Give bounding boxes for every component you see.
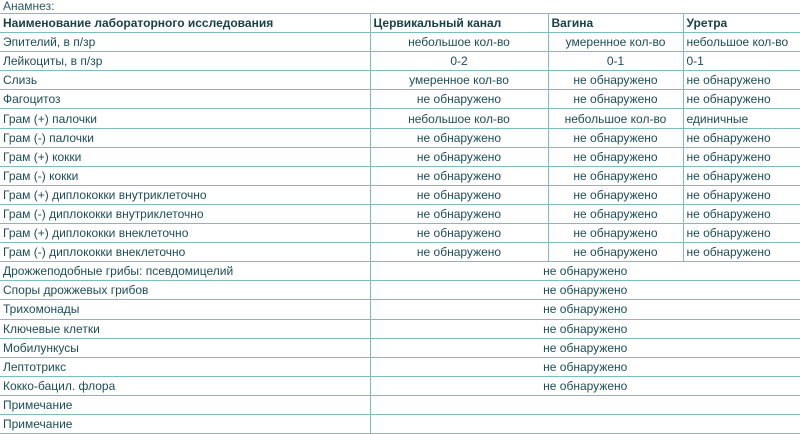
test-name: Грам (-) диплококки внеклеточно bbox=[0, 243, 370, 262]
combined-value: не обнаружено bbox=[370, 338, 800, 357]
anamnesis-caption: Анамнез: bbox=[3, 0, 55, 13]
combined-value: не обнаружено bbox=[370, 357, 800, 376]
table-row bbox=[0, 395, 800, 414]
cervical-canal-value: небольшое кол-во bbox=[370, 33, 548, 52]
test-name: Лейкоциты, в п/зр bbox=[0, 52, 370, 71]
table-row bbox=[0, 166, 800, 185]
table-row bbox=[0, 33, 800, 52]
cervical-canal-value: небольшое кол-во bbox=[370, 109, 548, 128]
table-row bbox=[0, 338, 800, 357]
cervical-canal-value: не обнаружено bbox=[370, 185, 548, 204]
test-name: Грам (-) палочки bbox=[0, 128, 370, 147]
combined-value: не обнаружено bbox=[370, 300, 800, 319]
header-test-name: Наименование лабораторного исследования bbox=[0, 14, 370, 33]
vagina-value: 0-1 bbox=[548, 52, 683, 71]
vagina-value: небольшое кол-во bbox=[548, 109, 683, 128]
test-name: Кокко-бацил. флора bbox=[0, 376, 370, 395]
cervical-canal-value: 0-2 bbox=[370, 52, 548, 71]
table-row bbox=[0, 262, 800, 281]
combined-value: не обнаружено bbox=[370, 319, 800, 338]
urethra-value: 0-1 bbox=[683, 52, 800, 71]
table-row bbox=[0, 185, 800, 204]
vagina-value: не обнаружено bbox=[548, 128, 683, 147]
test-name: Мобилункусы bbox=[0, 338, 370, 357]
test-name: Дрожжеподобные грибы: псевдомицелий bbox=[0, 262, 370, 281]
urethra-value: не обнаружено bbox=[683, 224, 800, 243]
test-name: Фагоцитоз bbox=[0, 90, 370, 109]
vagina-value: не обнаружено bbox=[548, 90, 683, 109]
test-name: Эпителий, в п/зр bbox=[0, 33, 370, 52]
header-vagina: Вагина bbox=[548, 14, 683, 33]
test-name: Грам (+) кокки bbox=[0, 147, 370, 166]
table-row bbox=[0, 109, 800, 128]
table-row bbox=[0, 224, 800, 243]
urethra-value: не обнаружено bbox=[683, 166, 800, 185]
cervical-canal-value: не обнаружено bbox=[370, 90, 548, 109]
vagina-value: не обнаружено bbox=[548, 243, 683, 262]
urethra-value: единичные bbox=[683, 109, 800, 128]
urethra-value: не обнаружено bbox=[683, 185, 800, 204]
test-name: Грам (-) диплококки внутриклеточно bbox=[0, 204, 370, 223]
urethra-value: не обнаружено bbox=[683, 204, 800, 223]
table-row bbox=[0, 90, 800, 109]
urethra-value: не обнаружено bbox=[683, 71, 800, 90]
header-cervical-canal: Цервикальный канал bbox=[370, 14, 548, 33]
combined-value: не обнаружено bbox=[370, 262, 800, 281]
cervical-canal-value: умеренное кол-во bbox=[370, 71, 548, 90]
table-row bbox=[0, 128, 800, 147]
table-row bbox=[0, 243, 800, 262]
table-row bbox=[0, 357, 800, 376]
combined-value: не обнаружено bbox=[370, 376, 800, 395]
test-name: Трихомонады bbox=[0, 300, 370, 319]
test-name: Грам (-) кокки bbox=[0, 166, 370, 185]
urethra-value: небольшое кол-во bbox=[683, 33, 800, 52]
test-name: Грам (+) палочки bbox=[0, 109, 370, 128]
cervical-canal-value: не обнаружено bbox=[370, 128, 548, 147]
table-row bbox=[0, 376, 800, 395]
vagina-value: не обнаружено bbox=[548, 185, 683, 204]
urethra-value: не обнаружено bbox=[683, 90, 800, 109]
table-row bbox=[0, 147, 800, 166]
test-name: Грам (+) диплококки внутриклеточно bbox=[0, 185, 370, 204]
test-name: Слизь bbox=[0, 71, 370, 90]
cervical-canal-value: не обнаружено bbox=[370, 166, 548, 185]
combined-value bbox=[370, 395, 800, 414]
cervical-canal-value: не обнаружено bbox=[370, 204, 548, 223]
vagina-value: не обнаружено bbox=[548, 204, 683, 223]
table-row bbox=[0, 71, 800, 90]
table-row bbox=[0, 281, 800, 300]
test-name: Лептотрикс bbox=[0, 357, 370, 376]
table-row bbox=[0, 319, 800, 338]
vagina-value: не обнаружено bbox=[548, 71, 683, 90]
table-row bbox=[0, 414, 800, 433]
test-name: Грам (+) диплококки внеклеточно bbox=[0, 224, 370, 243]
combined-value: не обнаружено bbox=[370, 281, 800, 300]
test-name: Ключевые клетки bbox=[0, 319, 370, 338]
table-row bbox=[0, 52, 800, 71]
urethra-value: не обнаружено bbox=[683, 243, 800, 262]
vagina-value: не обнаружено bbox=[548, 147, 683, 166]
vagina-value: умеренное кол-во bbox=[548, 33, 683, 52]
cervical-canal-value: не обнаружено bbox=[370, 243, 548, 262]
test-name: Примечание bbox=[0, 414, 370, 433]
table-header-row bbox=[0, 14, 800, 33]
combined-value bbox=[370, 414, 800, 433]
table-row bbox=[0, 300, 800, 319]
header-urethra: Уретра bbox=[683, 14, 800, 33]
cervical-canal-value: не обнаружено bbox=[370, 147, 548, 166]
cervical-canal-value: не обнаружено bbox=[370, 224, 548, 243]
urethra-value: не обнаружено bbox=[683, 147, 800, 166]
vagina-value: не обнаружено bbox=[548, 166, 683, 185]
urethra-value: не обнаружено bbox=[683, 128, 800, 147]
lab-results-table bbox=[0, 13, 800, 434]
test-name: Примечание bbox=[0, 395, 370, 414]
vagina-value: не обнаружено bbox=[548, 224, 683, 243]
table-row bbox=[0, 204, 800, 223]
test-name: Споры дрожжевых грибов bbox=[0, 281, 370, 300]
